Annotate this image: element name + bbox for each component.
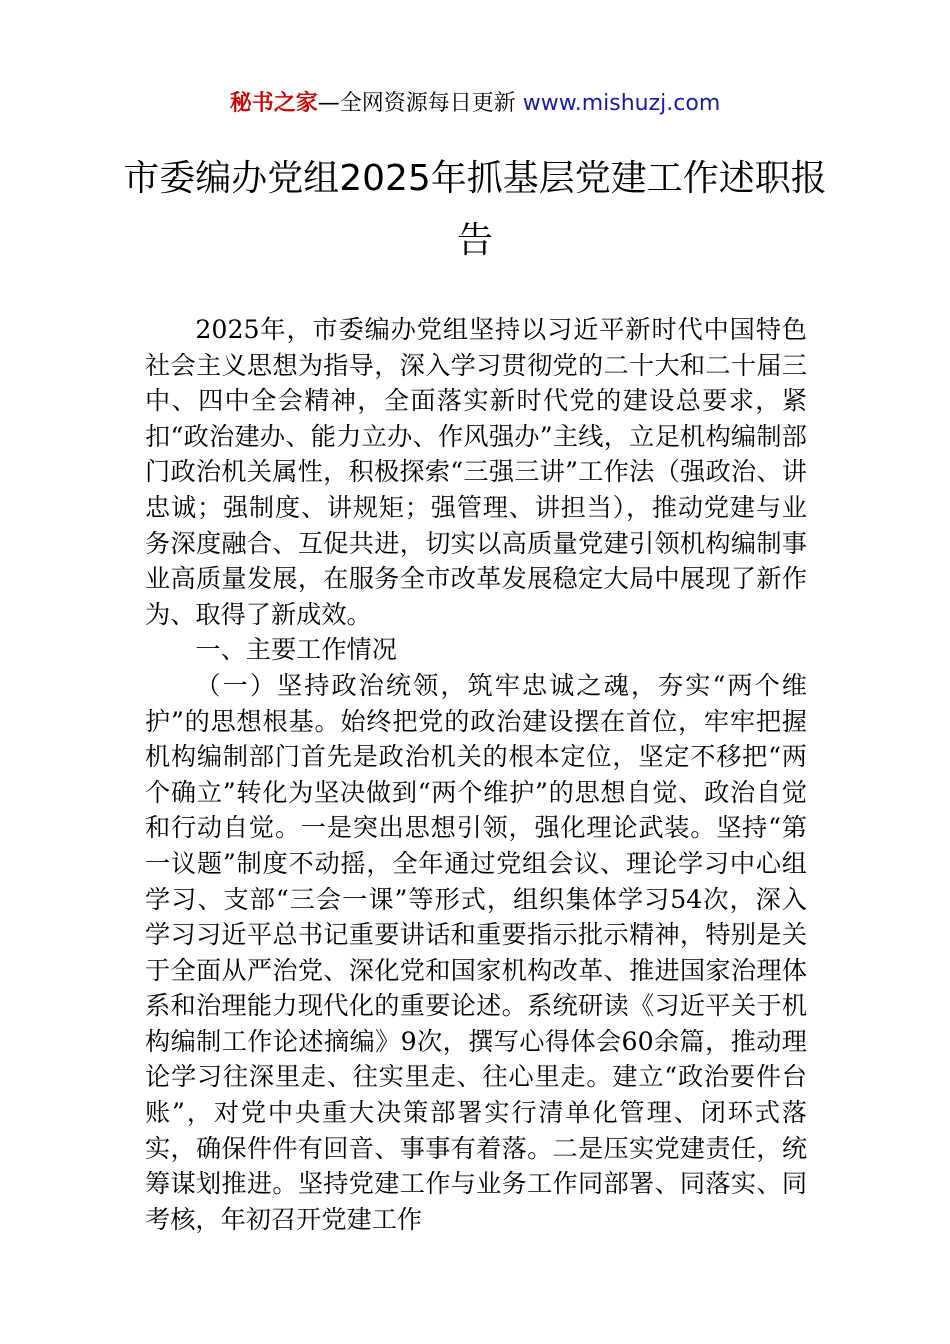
site-url-link[interactable]: www.mishuzj.com	[522, 91, 721, 116]
document-body	[145, 312, 807, 1237]
site-header	[0, 88, 950, 120]
brand-name: 秘书之家	[229, 91, 318, 116]
section-heading: 一、主要工作情况	[195, 635, 397, 665]
body-paragraph: （一）坚持政治统领，筑牢忠诚之魂，夯实“两个维护”的思想根基。始终把党的政治建设摆在首位，牢牢把握机构编制部门首先是政治机关的根本定位，坚定不移把“两个确立”转化为坚决做到“两个维护”的思想自觉、政治自觉和行动自觉。一是突出思想引领，强化理论武装。坚持“第一议题”制度不动摇，全年通过党组会议、理论学习中心组学习、支部“三会一课”等形式，组织集体学习54次，深入学习习近平总书记重要讲话和重要指示批示精神，特别是关于全面从严治党、深化党和国家机构改革、推进国家治理体系和治理能力现代化的重要论述。系统研读《习近平关于机构编制工作论述摘编》9次，撰写心得体会60余篇，推动理论学习往深里走、往实里走、往心里走。建立“政治要件台账”，对党中央重大决策部署实行清单化管理、闭环式落实，确保件件有回音、事事有着落。二是压实党建责任，统筹谋划推进。坚持党建工作与业务工作同部署、同落实、同考核，年初召开党建工作	[145, 670, 807, 1234]
intro-paragraph: 2025年，市委编办党组坚持以习近平新时代中国特色社会主义思想为指导，深入学习贯彻党的二十大和二十届三中、四中全会精神，全面落实新时代党的建设总要求，紧扣“政治建办、能力立办、作风强办”主线，立足机构编制部门政治机关属性，积极探索“三强三讲”工作法（强政治、讲忠诚；强制度、讲规矩；强管理、讲担当），推动党建与业务深度融合、互促共进，切实以高质量党建引领机构编制事业高质量发展，在服务全市改革发展稳定大局中展现了新作为、取得了新成效。	[145, 315, 807, 629]
document-title: 市委编办党组2025年抓基层党建工作述职报告	[123, 158, 827, 261]
header-tagline: —全网资源每日更新	[317, 91, 516, 116]
